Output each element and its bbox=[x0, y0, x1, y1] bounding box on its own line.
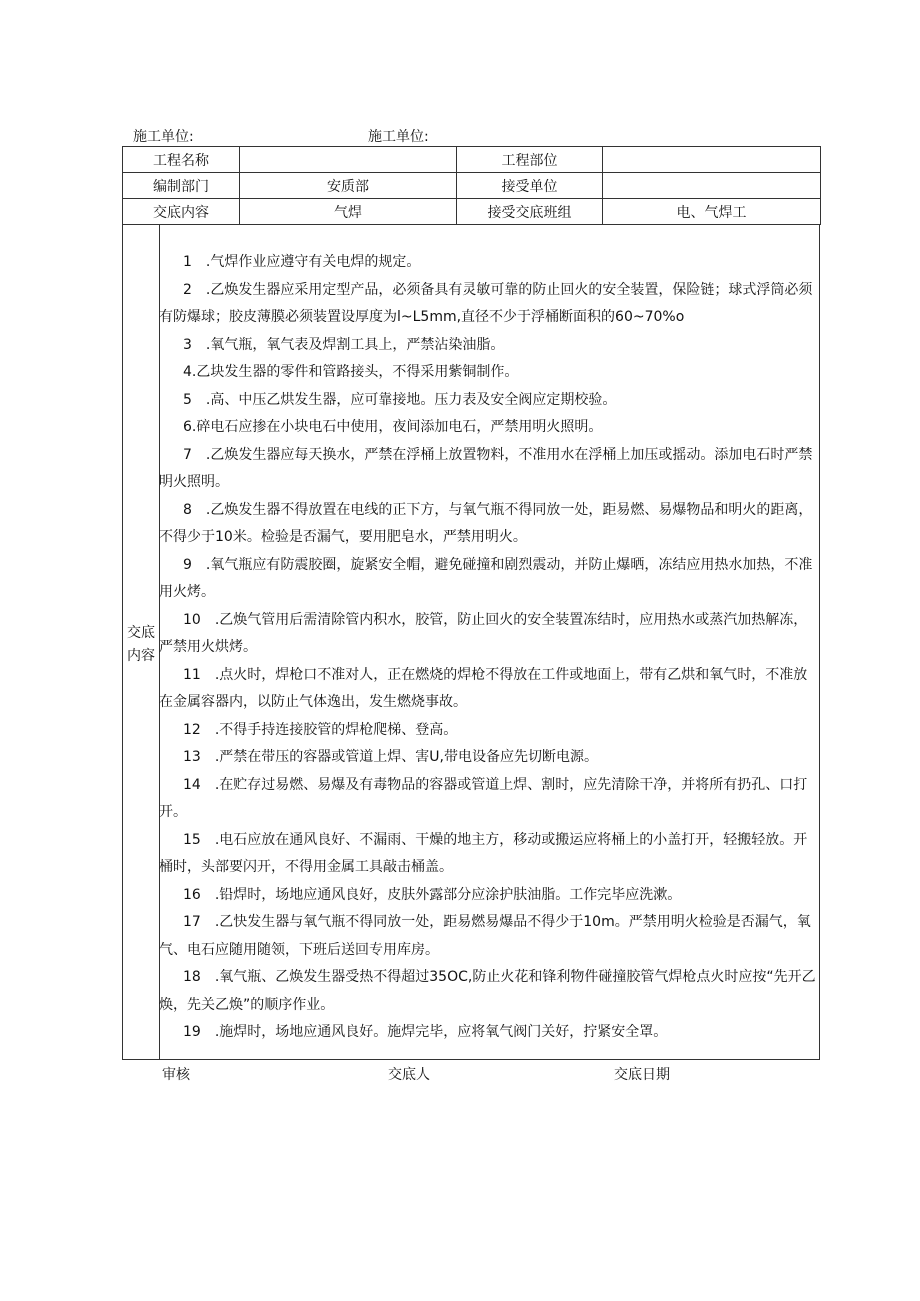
project-name-value bbox=[240, 147, 457, 173]
content-value: 气焊 bbox=[240, 199, 457, 225]
side-label bbox=[123, 622, 159, 668]
list-item: 14 .在贮存过易燃、易爆及有毒物品的容器或管道上焊、割时，应先清除干净，并将所有扔孔、口打开。 bbox=[159, 776, 808, 820]
list-item: 16 .铅焊时，场地应通风良好，皮肤外露部分应涂护肤油脂。工作完毕应洗漱。 bbox=[183, 886, 682, 903]
list-item: 2 .乙焕发生器应采用定型产品，必须备具有灵敏可靠的防止回火的安全装置，保险链；球式浮筒必须有防爆球；胶皮薄膜必须装置设厚度为l~L5mm,直径不少于浮桶断面积的60~70%o bbox=[159, 281, 813, 325]
list-item: 8 .乙焕发生器不得放置在电线的正下方，与氧气瓶不得同放一处，距易燃、易爆物品和明火的距离，不得少于10米。检验是否漏气，要用肥皂水，严禁用明火。 bbox=[159, 501, 813, 545]
project-name-label: 工程名称 bbox=[123, 147, 240, 173]
table-row bbox=[123, 199, 821, 225]
receiver-value bbox=[603, 173, 821, 199]
project-part-value bbox=[603, 147, 821, 173]
table-row bbox=[123, 173, 821, 199]
team-label: 接受交底班组 bbox=[457, 199, 603, 225]
construction-unit-label: 施工单位: bbox=[133, 129, 194, 145]
content-label: 交底内容 bbox=[123, 199, 240, 225]
discloser-label: 交底人 bbox=[388, 1067, 430, 1083]
list-item: 3 .氧气瓶，氧气表及焊割工具上，严禁沾染油脂。 bbox=[183, 336, 505, 353]
review-label: 审核 bbox=[162, 1067, 190, 1083]
list-item: 5 .高、中压乙烘发生器，应可靠接地。压力表及安全阀应定期校验。 bbox=[183, 391, 617, 408]
list-item: 15 .电石应放在通风良好、不漏雨、干燥的地主方，移动或搬运应将桶上的小盖打开，轻搬轻放。开桶时，头部要闪开，不得用金属工具敲击桶盖。 bbox=[159, 831, 808, 875]
list-item: 17 .乙快发生器与氧气瓶不得同放一处，距易燃易爆品不得少于10m。严禁用明火检验是否漏气，氧气、电石应随用随领，下班后送回专用库房。 bbox=[159, 914, 811, 958]
dept-value: 安质部 bbox=[240, 173, 457, 199]
list-item: 4.乙块发生器的零件和管路接头，不得采用紫铜制作。 bbox=[183, 364, 519, 380]
construction-unit-label-2: 施工单位: bbox=[368, 129, 429, 145]
construction-unit-row bbox=[133, 126, 429, 146]
list-item: 11 .点火时，焊枪口不准对人，正在燃烧的焊枪不得放在工件或地面上，带有乙烘和氧气时，不准放在金属容器内，以防止气体逸出，发生燃烧事故。 bbox=[159, 666, 808, 710]
list-item: 12 .不得手持连接胶管的焊枪爬梯、登高。 bbox=[183, 721, 458, 738]
list-item: 9 .氧气瓶应有防震胶圈，旋紧安全帽，避免碰撞和剧烈震动，并防止爆晒，冻结应用热水加热，不准用火烤。 bbox=[159, 556, 813, 600]
list-item: 10 .乙焕气管用后需清除管内积水，胶管，防止回火的安全装置冻结时，应用热水或蒸汽加热解冻，严禁用火烘烤。 bbox=[159, 611, 808, 655]
info-table bbox=[122, 146, 821, 225]
date-label: 交底日期 bbox=[614, 1067, 670, 1083]
disclosure-content-area bbox=[122, 224, 820, 1060]
list-item: 6.碎电石应掺在小块电石中使用，夜间添加电石，严禁用明火照明。 bbox=[183, 419, 603, 435]
list-item: 7 .乙焕发生器应每天换水，严禁在浮桶上放置物料，不准用水在浮桶上加压或摇动。添加电石时严禁明火照明。 bbox=[159, 446, 813, 490]
receiver-label: 接受单位 bbox=[457, 173, 603, 199]
list-item: 13 .严禁在带压的容器或管道上焊、害U,带电设备应先切断电源。 bbox=[183, 749, 598, 765]
disclosure-items-list bbox=[159, 249, 821, 1047]
side-label-line: 交底 bbox=[127, 625, 155, 641]
team-value: 电、气焊工 bbox=[603, 199, 821, 225]
table-row bbox=[123, 147, 821, 173]
project-part-label: 工程部位 bbox=[457, 147, 603, 173]
dept-label: 编制部门 bbox=[123, 173, 240, 199]
list-item: 19 .施焊时，场地应通风良好。施焊完毕，应将氧气阀门关好，拧紧安全罩。 bbox=[183, 1024, 668, 1040]
list-item: 1 .气焊作业应遵守有关电焊的规定。 bbox=[183, 254, 421, 270]
side-label-line: 内容 bbox=[127, 648, 155, 664]
list-item: 18 .氧气瓶、乙焕发生器受热不得超过35OC,防止火花和锋利物件碰撞胶管气焊枪点火时应按“先开乙焕，先关乙焕”的顺序作业。 bbox=[159, 969, 816, 1013]
